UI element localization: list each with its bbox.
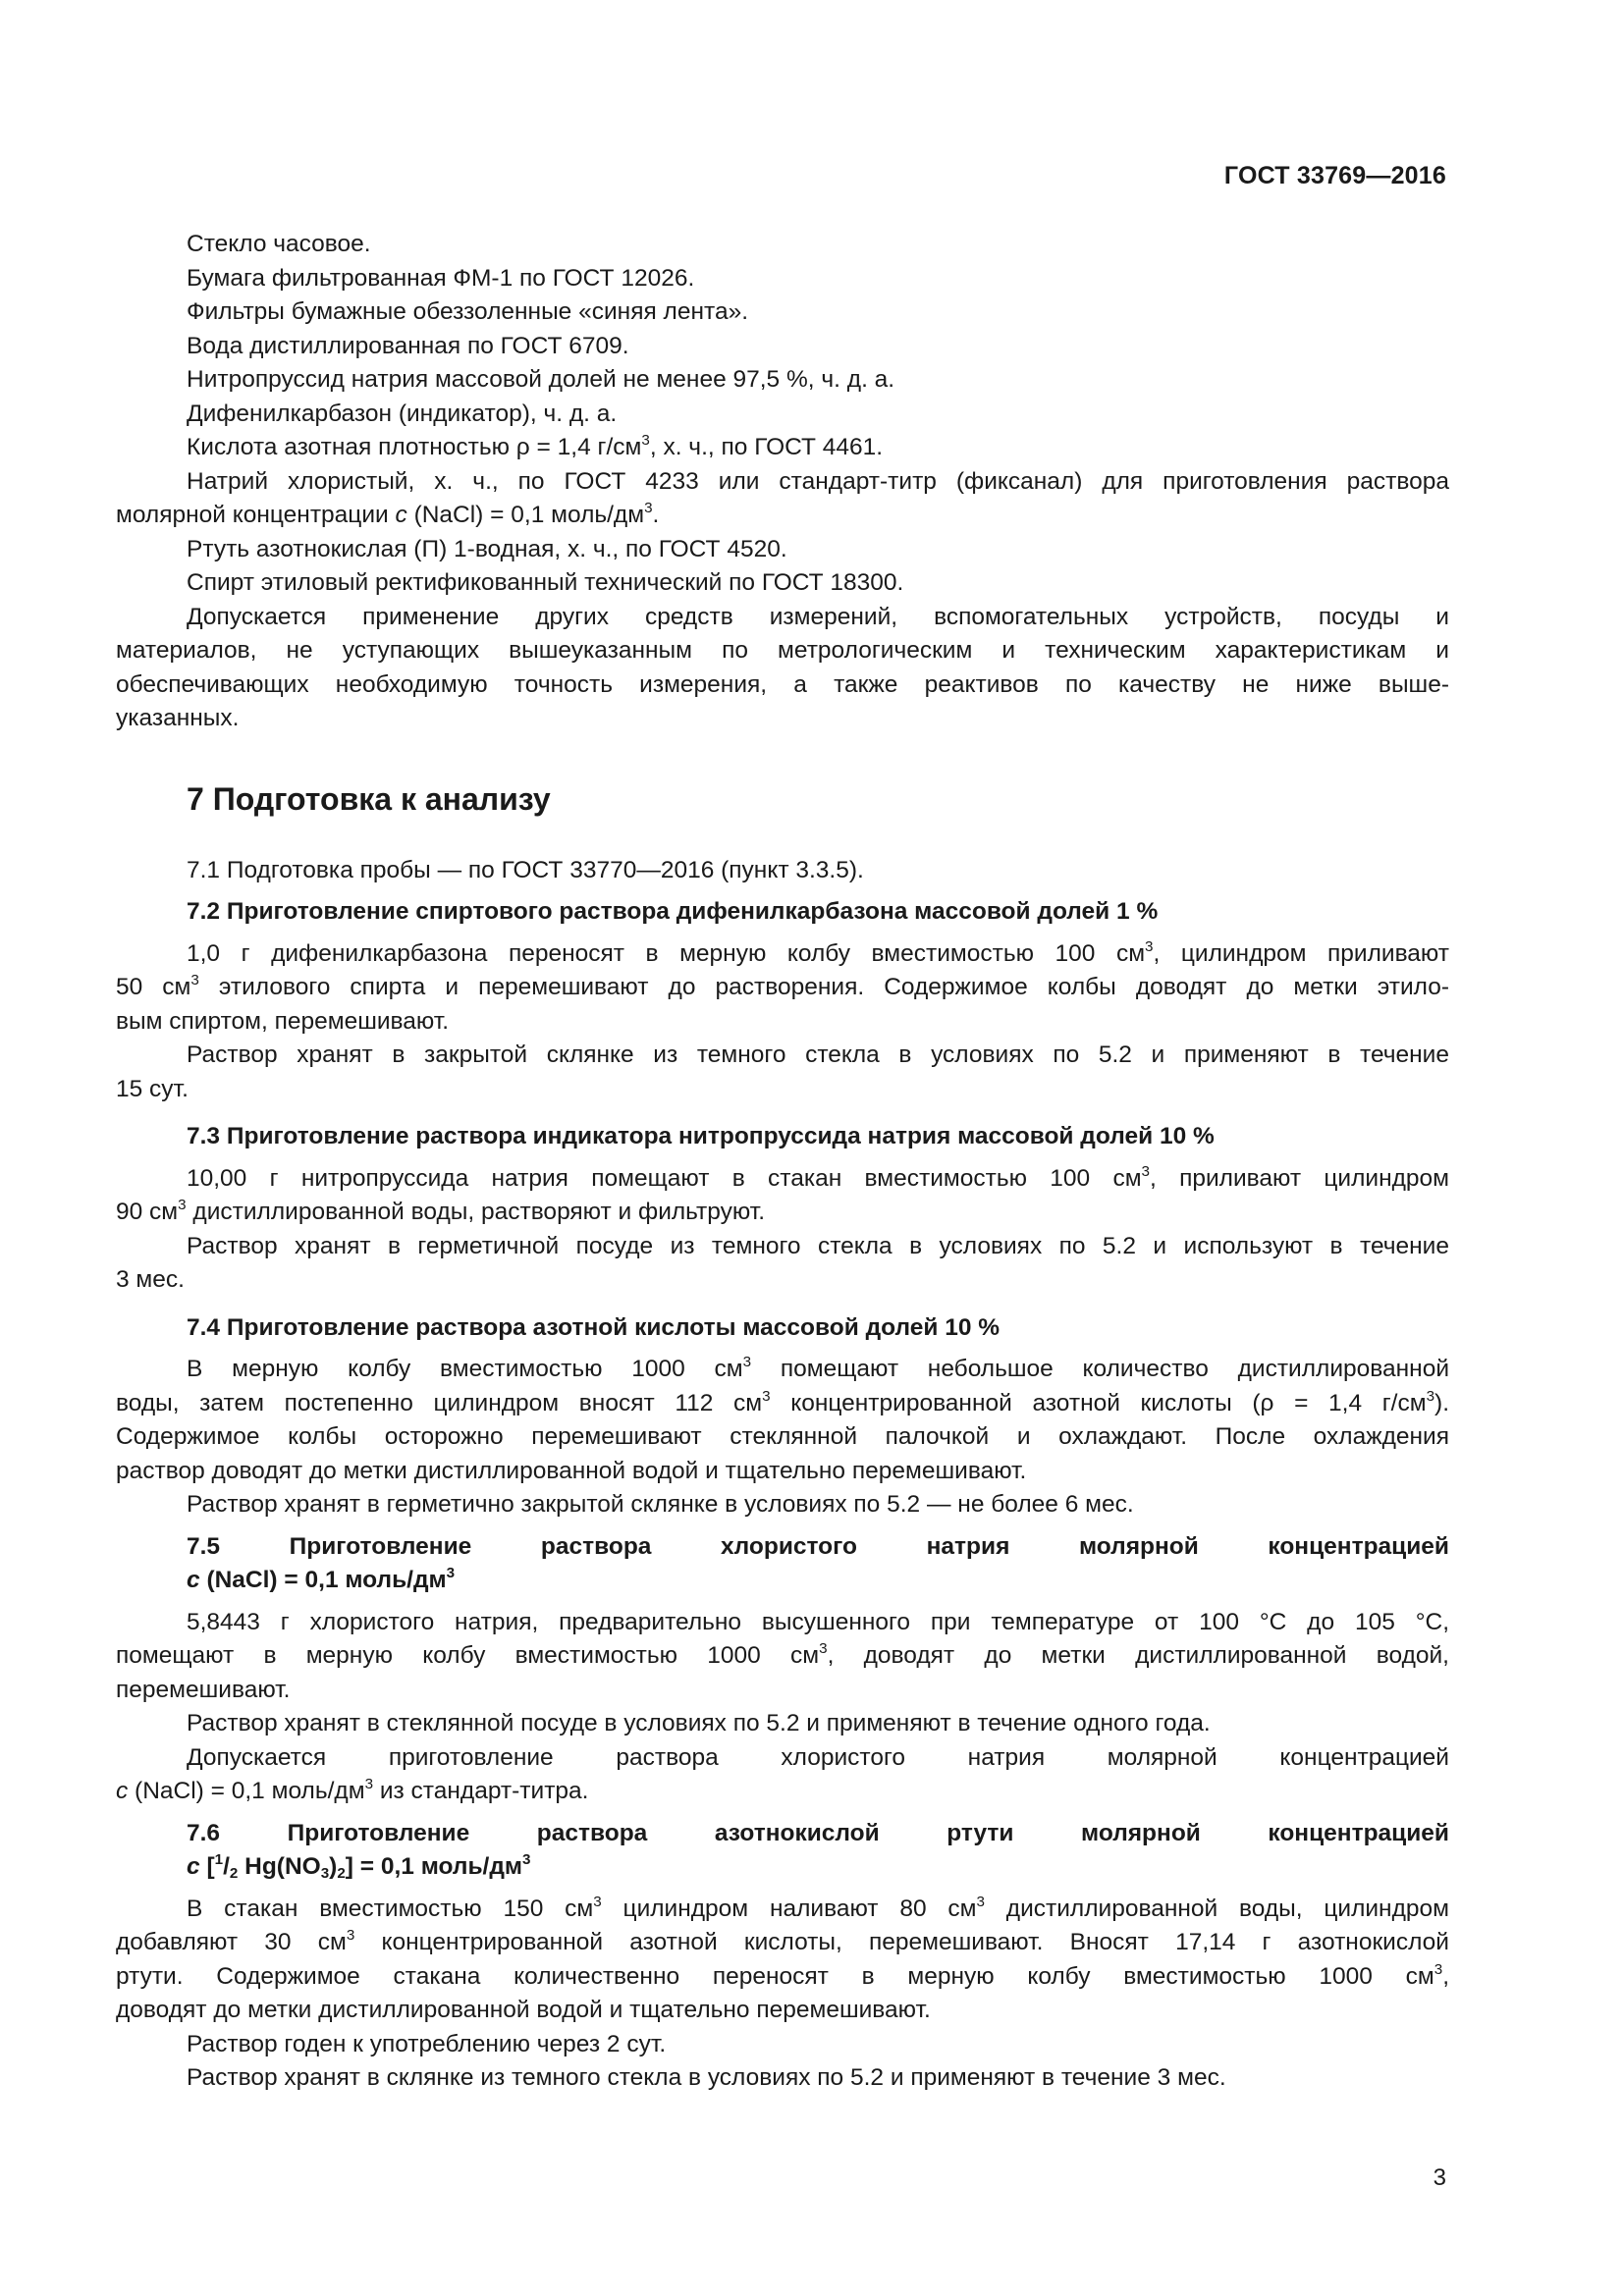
clause-7-5-text: 5,8443 г хлористого натрия, предварительно высушенного при температуре от 100 °С до 105 °С, помещают в мерную колбу вместимостью 1000 $см^3$, доводят до метки дистиллированной водой, перемешивают. <box>116 1608 1449 1703</box>
clause-7-5-storage: Раствор хранят в стеклянной посуде в условиях по 5.2 и применяют в течение одного года. <box>187 1710 1211 1736</box>
clause-7-6-title: 7.6 Приготовление раствора азотнокислой ртути молярной концентрацией c [$^1/_2$ $Hg(NO_3)_2] = 0,1$ моль/$дм^3$ <box>187 1819 1449 1882</box>
clause-7-4-title: 7.4 Приготовление раствора азотной кислоты массовой долей 10 % <box>187 1313 1001 1341</box>
allowed-paragraph: Допускается применение других средств измерений, вспомогательных устройств, посуды и материалов, не уступающих вышеуказанным по метрологическим и техническим характеристикам и обеспечивающих необходимую точность измерения, а также реактивов по качеству не ниже выше- указанных. <box>116 603 1449 731</box>
clause-7-6-ready: Раствор годен к употреблению через 2 сут. <box>187 2030 667 2057</box>
clause-7-4-storage: Раствор хранят в герметично закрытой склянке в условиях по 5.2 — не более 6 мес. <box>187 1491 1134 1518</box>
document-body <box>116 228 1449 2096</box>
section-title: 7 Подготовка к анализу <box>187 780 551 817</box>
material-item: Ртуть азотнокислая (П) 1-водная, х. ч., по ГОСТ 4520. <box>187 535 787 562</box>
clause-7-3-storage: Раствор хранят в герметичной посуде из темного стекла в условиях по 5.2 и используют в течение 3 мес. <box>116 1232 1449 1293</box>
material-item: Спирт этиловый ректификованный технический по ГОСТ 18300. <box>187 569 904 596</box>
clause-7-2-title: 7.2 Приготовление спиртового раствора дифенилкарбазона массовой долей 1 % <box>187 898 1159 925</box>
document-header: ГОСТ 33769—2016 <box>1223 162 1446 189</box>
clause-7-1: 7.1 Подготовка пробы — по ГОСТ 33770—2016 (пункт 3.3.5). <box>187 856 864 883</box>
material-item: Вода дистиллированная по ГОСТ 6709. <box>187 332 629 359</box>
clause-7-3-title: 7.3 Приготовление раствора индикатора нитропруссида натрия массовой долей 10 % <box>187 1123 1215 1149</box>
clause-7-2-text: 1,0 г дифенилкарбазона переносят в мерную колбу вместимостью 100 $см^3$, цилиндром приливают 50 $см^3$ этилового спирта и перемешивают до растворения. Содержимое колбы доводят до метки этило- вым спиртом, перемешивают. <box>116 937 1449 1035</box>
material-item: Бумага фильтрованная ФМ-1 по ГОСТ 12026. <box>187 264 695 292</box>
clause-7-6-text: В стакан вместимостью 150 $см^3$ цилиндром наливают 80 $см^3$ дистиллированной воды, цилиндром добавляют 30 $см^3$ концентрированной азотной кислоты, перемешивают. Вносят 17,14 г азотнокислой ртути. Содержимое стакана количественно переносят в мерную колбу вместимостью 1000 $см^3$, доводят до метки дистиллированной водой и тщательно перемешивают. <box>116 1893 1449 2023</box>
clause-7-4-text: В мерную колбу вместимостью 1000 $см^3$ помещают небольшое количество дистиллированной воды, затем постепенно цилиндром вносят 112 $см^3$ концентрированной азотной кислоты (ρ = 1,4 $г/см^3$). Содержимое колбы осторожно перемешивают стеклянной палочкой и охлаждают. После охлаждения раствор доводят до метки дистиллированной водой и тщательно перемешивают. <box>116 1354 1450 1484</box>
material-item: Дифенилкарбазон (индикатор), ч. д. а. <box>187 400 618 427</box>
clause-7-5-allowed: Допускается приготовление раствора хлористого натрия молярной концентрацией c (NaCl) = 0,1 моль/$дм^3$ из стандарт-титра. <box>116 1743 1449 1804</box>
material-item-nacl: Натрий хлористый, х. ч., по ГОСТ 4233 или стандарт-титр (фиксанал) для приготовления раствора молярной концентрации c (NaCl) = 0,1 моль/$дм^3$. <box>116 467 1449 528</box>
clause-7-5-title: 7.5 Приготовление раствора хлористого натрия молярной концентрацией c (NaCl) = 0,1 моль/$дм^3$ <box>187 1532 1449 1593</box>
clause-7-3-text: 10,00 г нитропруссида натрия помещают в стакан вместимостью 100 $см^3$, приливают цилиндром 90 $см^3$ дистиллированной воды, растворяют и фильтруют. <box>116 1162 1449 1225</box>
clause-7-2-storage: Раствор хранят в закрытой склянке из темного стекла в условиях по 5.2 и применяют в течение 15 сут. <box>116 1041 1449 1102</box>
material-item: Стекло часовое. <box>187 231 371 257</box>
clause-7-6-storage: Раствор хранят в склянке из темного стекла в условиях по 5.2 и применяют в течение 3 мес. <box>187 2064 1226 2091</box>
material-item-acid: Кислота азотная плотностью ρ = 1,4 $г/см^3$, х. ч., по ГОСТ 4461. <box>187 432 884 460</box>
material-item: Нитропруссид натрия массовой долей не менее 97,5 %, ч. д. а. <box>187 366 895 393</box>
page-number: 3 <box>1433 2164 1446 2191</box>
material-item: Фильтры бумажные обеззоленные «синяя лента». <box>187 298 749 325</box>
